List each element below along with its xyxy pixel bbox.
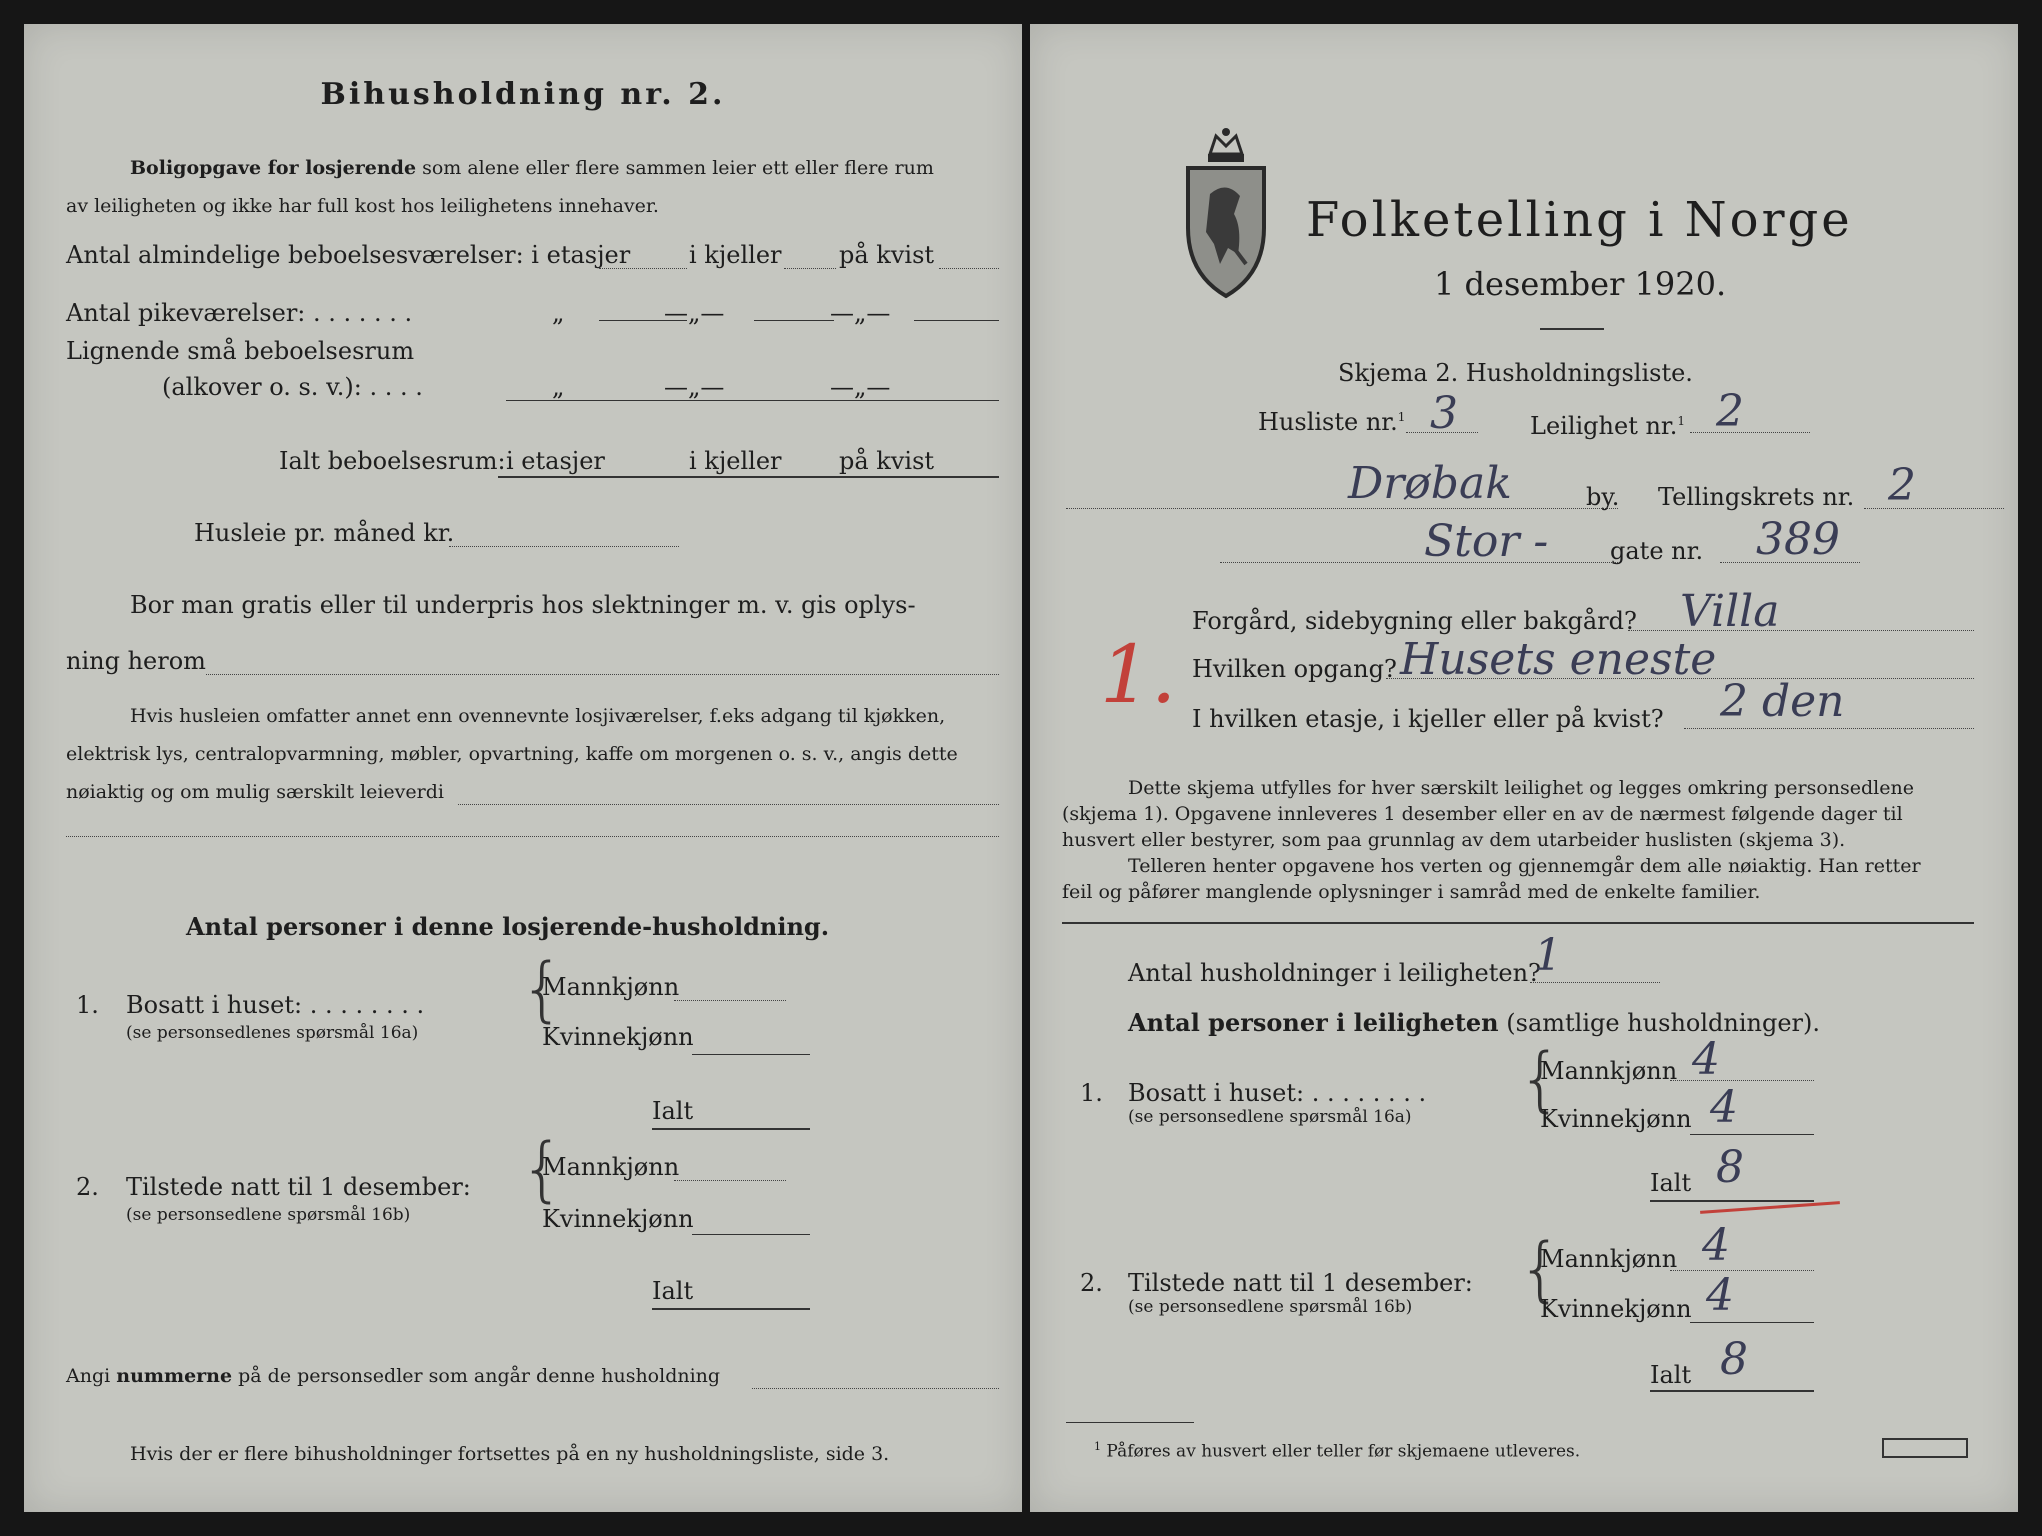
- intro-rest: som alene eller flere sammen leier ett eller flere rum: [422, 157, 934, 179]
- left-title: Bihusholdning nr. 2.: [320, 77, 726, 112]
- r-q1-ialt-value[interactable]: 8: [1716, 1142, 1744, 1193]
- lignende-dash-1: —„—: [664, 373, 725, 401]
- q2-kvinne-field[interactable]: [692, 1234, 810, 1235]
- etasje-value[interactable]: 2 den: [1720, 676, 1845, 727]
- by-value[interactable]: Drøbak: [1348, 458, 1512, 509]
- q1-sub: (se personsedlenes spørsmål 16a): [126, 1023, 419, 1043]
- rooms-kjeller-field[interactable]: [784, 268, 836, 269]
- r-q1-ialt-label: Ialt: [1650, 1169, 1692, 1197]
- gate-label: gate nr.: [1610, 537, 1704, 565]
- intro-line-2: av leiligheten og ikke har full kost hos leilighetens innehaver.: [66, 195, 659, 217]
- leilighet-label: Leilighet nr.$^1$: [1530, 412, 1686, 440]
- instr-line-4: Telleren henter opgavene hos verten og gjennemgår dem alle nøiaktig. Han retter: [1128, 855, 1921, 877]
- r-q2-ialt-value[interactable]: 8: [1720, 1334, 1748, 1385]
- antal-pers-rest: (samtlige husholdninger).: [1506, 1009, 1821, 1037]
- forgard-label: Forgård, sidebygning eller bakgård?: [1192, 607, 1637, 635]
- lignende-label-1: Lignende små beboelsesrum: [66, 337, 415, 365]
- r-q2-sub: (se personsedlene spørsmål 16b): [1128, 1297, 1413, 1317]
- hvis-line-2: elektrisk lys, centralopvarmning, møbler, opvartning, kaffe om morgenen o. s. v., angis dette: [66, 743, 958, 765]
- husliste-field[interactable]: [1406, 432, 1478, 433]
- q1-ialt-field[interactable]: [652, 1128, 810, 1130]
- ialt-rooms-etasjer: i etasjer: [506, 447, 605, 475]
- q2-ialt-field[interactable]: [652, 1308, 810, 1310]
- angi-rest: på de personsedler som angår denne husholdning: [238, 1365, 721, 1387]
- pike-kvist-field[interactable]: [914, 320, 999, 321]
- q2-sub: (se personsedlene spørsmål 16b): [126, 1205, 411, 1225]
- rooms-kvist-field[interactable]: [939, 268, 999, 269]
- title-divider: [1540, 328, 1604, 330]
- q2-mann-label: Mannkjønn: [542, 1153, 680, 1181]
- q1-mann-field[interactable]: [674, 1000, 786, 1001]
- r-q1-brace: {: [1518, 1038, 1563, 1120]
- hvis-line-3: nøiaktig og om mulig særskilt leieverdi: [66, 781, 444, 803]
- r-q1-mann-value[interactable]: 4: [1692, 1034, 1720, 1085]
- leieverdi-field[interactable]: [458, 804, 999, 805]
- left-page: [24, 24, 1022, 1512]
- q1-num: 1.: [76, 991, 99, 1019]
- pike-ditto: „: [552, 299, 565, 327]
- ialt-rooms-field[interactable]: [498, 476, 999, 478]
- hvis-line-1: Hvis husleien omfatter annet enn ovennevnte losjiværelser, f.eks adgang til kjøkken,: [130, 705, 946, 727]
- opgang-field[interactable]: [1386, 678, 1974, 679]
- gate-nr-field[interactable]: [1720, 562, 1860, 563]
- coat-of-arms-icon: [1180, 124, 1272, 302]
- r-q2-ialt-label: Ialt: [1650, 1361, 1692, 1389]
- forgard-value[interactable]: Villa: [1680, 586, 1780, 637]
- gate-value[interactable]: Stor -: [1424, 516, 1549, 567]
- intro-line-1: [130, 156, 934, 180]
- q1-kvinne-label: Kvinnekjønn: [542, 1023, 694, 1051]
- r-q2-mann-label: Mannkjønn: [1540, 1245, 1678, 1273]
- leilighet-field[interactable]: [1690, 432, 1810, 433]
- krets-label: Tellingskrets nr.: [1658, 483, 1855, 511]
- forgard-field[interactable]: [1628, 630, 1974, 631]
- r-q1-num: 1.: [1080, 1079, 1103, 1107]
- by-field[interactable]: [1066, 508, 1618, 509]
- husliste-label: Husliste nr.$^1$: [1258, 408, 1406, 436]
- r-q1-mann-field[interactable]: [1670, 1080, 1814, 1081]
- q1-brace: {: [520, 948, 565, 1030]
- leieverdi-field-2[interactable]: [66, 836, 999, 837]
- opgang-value[interactable]: Husets eneste: [1400, 634, 1717, 685]
- husleie-label: Husleie pr. måned kr.: [194, 519, 455, 547]
- rooms-etasjer-field[interactable]: [599, 268, 687, 269]
- instr-line-2: (skjema 1). Opgavene innleveres 1 desember eller en av de nærmest følgende dager til: [1062, 803, 1903, 825]
- q1-mann-label: Mannkjønn: [542, 973, 680, 1001]
- footnote-divider: [1066, 1422, 1194, 1423]
- lignende-ditto: „: [552, 373, 565, 401]
- right-title: Folketelling i Norge: [1306, 192, 1853, 248]
- etasje-field[interactable]: [1684, 728, 1974, 729]
- q1-kvinne-field[interactable]: [692, 1054, 810, 1055]
- r-q2-kvinne-label: Kvinnekjønn: [1540, 1295, 1692, 1323]
- census-date: 1 desember 1920.: [1434, 265, 1727, 303]
- r-q2-kvinne-field[interactable]: [1690, 1322, 1814, 1323]
- q2-num: 2.: [76, 1173, 99, 1201]
- lignende-label-2: (alkover o. s. v.): . . . .: [162, 373, 423, 401]
- husliste-value[interactable]: 3: [1430, 388, 1458, 439]
- r-q2-ialt-field[interactable]: [1650, 1390, 1814, 1392]
- lignende-field[interactable]: [506, 400, 999, 401]
- bor-field[interactable]: [206, 674, 999, 675]
- printer-stamp-icon: [1882, 1438, 1968, 1458]
- opgang-label: Hvilken opgang?: [1192, 655, 1397, 683]
- ialt-rooms-kvist: på kvist: [839, 447, 935, 475]
- rooms-label: Antal almindelige beboelsesværelser: i etasjer: [66, 241, 631, 269]
- instr-line-5: feil og påfører manglende oplysninger i samråd med de enkelte familier.: [1062, 881, 1761, 903]
- antal-heading: Antal personer i denne losjerende-husholdning.: [186, 912, 830, 941]
- skjema-label: Skjema 2. Husholdningsliste.: [1338, 359, 1693, 387]
- r-q2-mann-field[interactable]: [1670, 1270, 1814, 1271]
- q2-kvinne-label: Kvinnekjønn: [542, 1205, 694, 1233]
- instr-line-1: Dette skjema utfylles for hver særskilt leilighet og legges omkring personsedlene: [1128, 777, 1914, 799]
- angi-line: [66, 1364, 720, 1388]
- angi-bold: nummerne: [116, 1365, 233, 1387]
- q2-mann-field[interactable]: [674, 1180, 786, 1181]
- krets-field[interactable]: [1864, 508, 2004, 509]
- r-q2-num: 2.: [1080, 1269, 1103, 1297]
- r-q1-ialt-field[interactable]: [1650, 1200, 1814, 1202]
- ialt-rooms-kjeller: i kjeller: [689, 447, 782, 475]
- rooms-kvist-label: på kvist: [839, 241, 935, 269]
- r-q1-kvinne-value[interactable]: 4: [1710, 1082, 1738, 1133]
- antal-hush-value[interactable]: 1: [1534, 930, 1562, 981]
- krets-value[interactable]: 2: [1888, 460, 1916, 511]
- pike-label: Antal pikeværelser: . . . . . . .: [66, 299, 413, 327]
- pike-dash-2: —„—: [830, 299, 891, 327]
- lignende-dash-2: —„—: [830, 373, 891, 401]
- right-page: [1030, 24, 2018, 1512]
- husleie-field[interactable]: [449, 546, 679, 547]
- q2-ialt-label: Ialt: [652, 1277, 694, 1305]
- intro-bold: Boligopgave for losjerende: [130, 157, 417, 179]
- gate-nr-value[interactable]: 389: [1756, 514, 1840, 565]
- gate-field[interactable]: [1220, 562, 1620, 563]
- instr-divider: [1062, 922, 1974, 924]
- ialt-rooms-label: Ialt beboelsesrum:: [279, 447, 506, 475]
- r-q1-sub: (se personsedlene spørsmål 16a): [1128, 1107, 1412, 1127]
- q2-brace: {: [520, 1128, 565, 1210]
- leilighet-value[interactable]: 2: [1716, 386, 1744, 437]
- antal-hush-field[interactable]: [1530, 982, 1660, 983]
- red-mark: 1.: [1100, 628, 1177, 721]
- pike-kjeller-field[interactable]: [754, 320, 834, 321]
- q1-ialt-label: Ialt: [652, 1097, 694, 1125]
- pike-dash-1: —„—: [664, 299, 725, 327]
- r-q2-brace: {: [1518, 1228, 1563, 1310]
- r-q1-kvinne-field[interactable]: [1690, 1134, 1814, 1135]
- q2-label: Tilstede natt til 1 desember:: [126, 1173, 471, 1201]
- footnote: $^1$ Påføres av husvert eller teller før skjemaene utleveres.: [1094, 1440, 1581, 1462]
- rooms-kjeller-label: i kjeller: [689, 241, 782, 269]
- left-footer: Hvis der er flere bihusholdninger fortsettes på en ny husholdningsliste, side 3.: [130, 1443, 890, 1465]
- r-q2-mann-value[interactable]: 4: [1702, 1220, 1730, 1271]
- instr-line-3: husvert eller bestyrer, som paa grunnlag av dem utarbeider huslisten (skjema 3).: [1062, 829, 1846, 851]
- angi-field[interactable]: [752, 1388, 999, 1389]
- antal-hush-label: Antal husholdninger i leiligheten?: [1128, 959, 1541, 987]
- by-label: by.: [1586, 483, 1620, 511]
- r-q2-kvinne-value[interactable]: 4: [1706, 1270, 1734, 1321]
- red-underline: [1700, 1201, 1840, 1214]
- r-q1-kvinne-label: Kvinnekjønn: [1540, 1105, 1692, 1133]
- bor-line-1: Bor man gratis eller til underpris hos slektninger m. v. gis oplys-: [130, 591, 916, 619]
- r-q1-mann-label: Mannkjønn: [1540, 1057, 1678, 1085]
- q1-label: Bosatt i huset: . . . . . . . .: [126, 991, 425, 1019]
- etasje-label: I hvilken etasje, i kjeller eller på kvist?: [1192, 705, 1664, 733]
- r-q1-label: Bosatt i huset: . . . . . . . .: [1128, 1079, 1427, 1107]
- angi-word: Angi: [66, 1365, 111, 1387]
- antal-pers-bold: Antal personer i leiligheten: [1128, 1008, 1499, 1037]
- bor-line-2: ning herom: [66, 647, 206, 675]
- r-q2-label: Tilstede natt til 1 desember:: [1128, 1269, 1473, 1297]
